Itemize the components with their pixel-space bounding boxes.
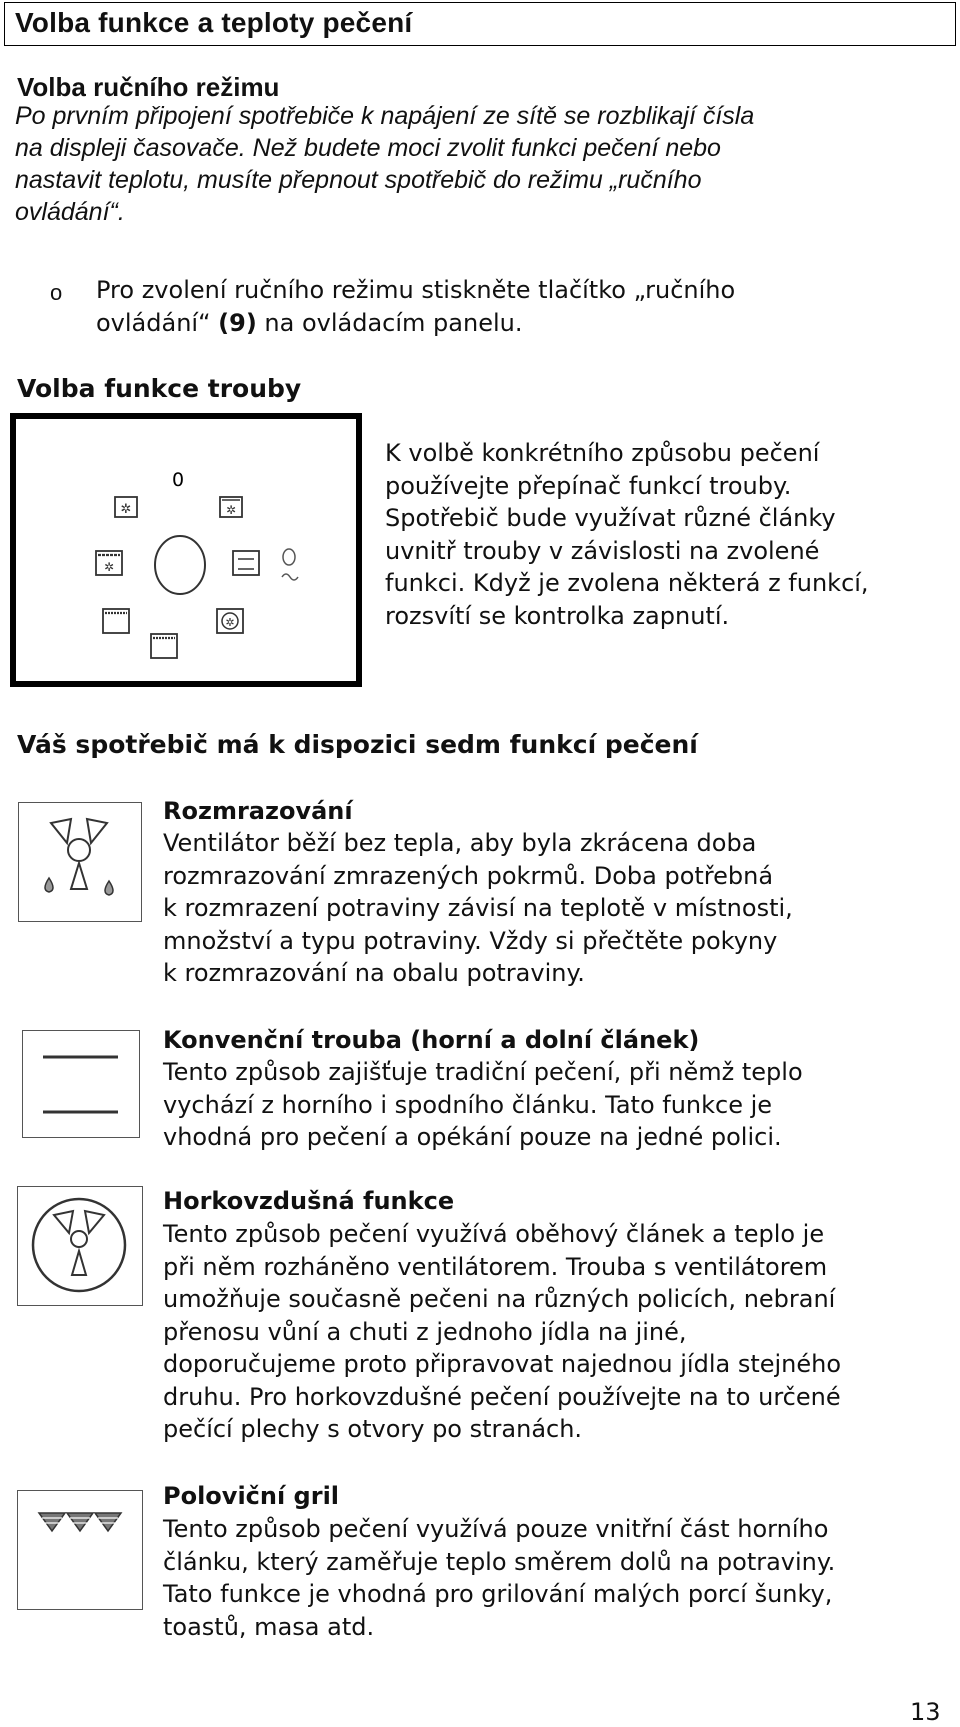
oven-function-text (385, 437, 869, 632)
text-line: ovládání“. (15, 198, 125, 226)
text-line: K volbě konkrétního způsobu pečení (385, 439, 820, 467)
oven-function-heading: Volba funkce trouby (17, 374, 302, 403)
text-line: Pro zvolení ručního režimu stiskněte tlačítko „ručního (96, 276, 736, 304)
page-number: 13 (910, 1698, 941, 1726)
dial-defrost-icon (115, 497, 137, 517)
text-line: Tento způsob pečení využívá oběhový článek a teplo je (163, 1220, 825, 1248)
text-line: Tato funkce je vhodná pro grilování malých porcí šunky, (163, 1580, 833, 1608)
text-line: toastů, masa atd. (163, 1612, 375, 1641)
text-line: Tento způsob zajišťuje tradiční pečení, při němž teplo (163, 1058, 803, 1086)
text-line: k rozmrazení potraviny závisí na teplotě v místnosti, (163, 894, 793, 922)
text-line: Tento způsob pečení využívá pouze vnitřní část horního (163, 1515, 829, 1543)
functions-heading: Váš spotřebič má k dispozici sedm funkcí pečení (17, 730, 698, 759)
text-line: rozsvítí se kontrolka zapnutí. (385, 601, 730, 630)
manual-intro (15, 100, 754, 228)
page-title-box (4, 2, 956, 46)
text-line: umožňuje současně pečeni na různých policích, nebraní (163, 1285, 836, 1313)
dial-bottom-grill-icon (151, 634, 177, 658)
svg-text:✲: ✲ (225, 616, 235, 629)
function-description (163, 1218, 841, 1446)
text-line: na displeji časovače. Než budete moci zvolit funkci pečení nebo (15, 134, 721, 162)
manual-step (96, 274, 735, 339)
text-line: funkci. Když je zvolena některá z funkcí, (385, 569, 869, 597)
function-description (163, 1056, 803, 1154)
text-line: přenosu vůní a chuti z jednoho jídla na jiné, (163, 1317, 687, 1346)
text-line: článku, který zaměřuje teplo směrem dolů na potraviny. (163, 1547, 836, 1576)
oven-dial-diagram (10, 413, 362, 687)
svg-text:✲: ✲ (120, 502, 132, 517)
text-line: ovládání“ (9) na ovládacím panelu. (96, 308, 523, 337)
text-line: při něm rozháněno ventilátorem. Trouba s ventilátorem (163, 1252, 828, 1281)
text-line: vychází z horního i spodního článku. Tato funkce je (163, 1090, 773, 1119)
text-line: množství a typu potraviny. Vždy si přečtěte pokyny (163, 926, 778, 955)
dial-fan-top-bottom-icon (220, 497, 242, 517)
text-line: Spotřebič bude využívat různé články (385, 504, 836, 532)
function-title: Rozmrazování (163, 797, 353, 825)
dial-zero-label: 0 (171, 469, 185, 491)
text-line: vhodná pro pečení a opékání pouze na jedné polici. (163, 1123, 782, 1151)
text-line: Po prvním připojení spotřebiče k napájení ze sítě se rozblikají čísla (15, 102, 755, 130)
dial-lamp-indicator-icon (282, 549, 298, 580)
text-line: nastavit teplotu, musíte přepnout spotřebič do režimu „ručního (15, 166, 702, 194)
oven-dial-svg (16, 419, 356, 681)
svg-text:✲: ✲ (225, 503, 237, 517)
fan-circle-icon (17, 1186, 143, 1306)
text-line: pečící plechy s otvory po stranách. (163, 1415, 583, 1443)
top-bottom-heat-icon (22, 1030, 140, 1138)
text-line: doporučujeme proto připravovat najednou jídla stejného (163, 1350, 842, 1378)
function-title: Poloviční gril (163, 1482, 340, 1510)
text-line: rozmrazování zmrazených pokrmů. Doba potřebná (163, 861, 774, 890)
dial-knob (155, 536, 205, 594)
text-line: k rozmrazování na obalu potraviny. (163, 959, 585, 987)
function-description (163, 1513, 835, 1643)
page-title: Volba funkce a teploty pečení (15, 7, 413, 38)
dial-fan-circle-icon (217, 609, 243, 633)
text-line: uvnitř trouby v závislosti na zvolené (385, 536, 820, 565)
svg-text:✲: ✲ (103, 560, 115, 574)
function-description (163, 827, 793, 990)
text-line: používejte přepínač funkcí trouby. (385, 471, 792, 500)
manual-mode-heading: Volba ručního režimu (17, 72, 280, 102)
bullet-marker: o (50, 280, 63, 305)
text-line: Ventilátor běží bez tepla, aby byla zkrácena doba (163, 829, 757, 857)
dial-half-grill-fan-icon (96, 551, 122, 575)
function-title: Konvenční trouba (horní a dolní článek) (163, 1026, 700, 1054)
defrost-icon (18, 802, 142, 922)
text-line: druhu. Pro horkovzdušné pečení používejte na to určené (163, 1382, 841, 1411)
dial-grill-icon (103, 609, 129, 633)
half-grill-icon (17, 1490, 143, 1610)
button-reference: (9) (218, 308, 257, 337)
function-title: Horkovzdušná funkce (163, 1187, 455, 1215)
dial-top-bottom-heat-icon (233, 551, 259, 575)
